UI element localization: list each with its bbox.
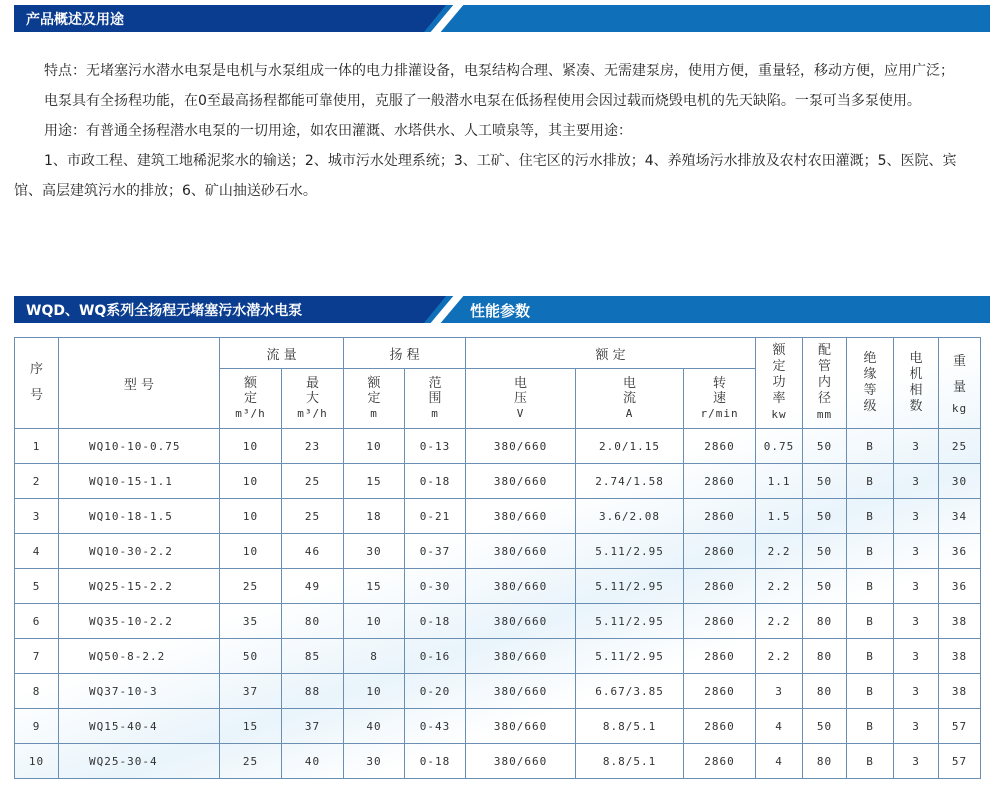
table-row	[15, 464, 981, 499]
cell-model: WQ10-10-0.75	[59, 429, 220, 464]
section-header-overview	[14, 5, 990, 32]
subheader-flow-max-unit: m³/h	[297, 407, 328, 420]
cell-voltage: 380/660	[466, 429, 576, 464]
subheader-head-range	[405, 369, 466, 429]
cell-weight: 25	[939, 429, 981, 464]
cell-speed: 2860	[684, 534, 756, 569]
cell-insulation: B	[847, 534, 894, 569]
cell-pipe: 50	[803, 534, 847, 569]
header-phase	[894, 338, 939, 429]
cell-seq: 5	[15, 569, 59, 604]
cell-flow-rated: 50	[220, 639, 282, 674]
cell-voltage: 380/660	[466, 464, 576, 499]
cell-head-rated: 15	[344, 569, 405, 604]
cell-head-rated: 30	[344, 744, 405, 779]
cell-flow-rated: 25	[220, 744, 282, 779]
subheader-speed	[684, 369, 756, 429]
cell-speed: 2860	[684, 499, 756, 534]
header-weight-unit: kg	[951, 402, 968, 415]
cell-speed: 2860	[684, 639, 756, 674]
table-header-row	[15, 338, 981, 369]
cell-phase: 3	[894, 674, 939, 709]
cell-power: 2.2	[756, 604, 803, 639]
cell-phase: 3	[894, 464, 939, 499]
cell-insulation: B	[847, 744, 894, 779]
cell-flow-max: 37	[282, 709, 344, 744]
subheader-speed-unit: r/min	[700, 407, 739, 420]
table-row	[15, 499, 981, 534]
cell-weight: 30	[939, 464, 981, 499]
cell-power: 0.75	[756, 429, 803, 464]
table-row	[15, 534, 981, 569]
subheader-flow-max	[282, 369, 344, 429]
cell-model: WQ25-30-4	[59, 744, 220, 779]
subheader-speed-label: 转速	[713, 376, 727, 406]
cell-power: 1.1	[756, 464, 803, 499]
cell-speed: 2860	[684, 674, 756, 709]
cell-model: WQ35-10-2.2	[59, 604, 220, 639]
cell-pipe: 80	[803, 639, 847, 674]
cell-seq: 3	[15, 499, 59, 534]
table-row	[15, 429, 981, 464]
cell-flow-rated: 10	[220, 429, 282, 464]
cell-current: 2.0/1.15	[576, 429, 684, 464]
cell-head-range: 0-21	[405, 499, 466, 534]
header-phase-label: 电机相数	[909, 351, 923, 414]
product-description	[14, 56, 982, 206]
cell-flow-rated: 37	[220, 674, 282, 709]
cell-phase: 3	[894, 534, 939, 569]
subheader-current-label: 电流	[623, 376, 637, 406]
cell-model: WQ10-18-1.5	[59, 499, 220, 534]
cell-insulation: B	[847, 569, 894, 604]
cell-weight: 57	[939, 744, 981, 779]
subheader-head-range-unit: m	[431, 407, 439, 420]
cell-model: WQ10-30-2.2	[59, 534, 220, 569]
cell-head-range: 0-16	[405, 639, 466, 674]
header-head: 扬 程	[344, 338, 466, 369]
cell-voltage: 380/660	[466, 534, 576, 569]
cell-flow-max: 85	[282, 639, 344, 674]
cell-head-rated: 18	[344, 499, 405, 534]
cell-head-range: 0-18	[405, 604, 466, 639]
cell-speed: 2860	[684, 464, 756, 499]
cell-seq: 9	[15, 709, 59, 744]
section-subtitle-performance: 性能参数	[470, 302, 531, 320]
cell-power: 4	[756, 709, 803, 744]
cell-current: 5.11/2.95	[576, 569, 684, 604]
table-body	[15, 429, 981, 779]
cell-power: 3	[756, 674, 803, 709]
cell-pipe: 50	[803, 464, 847, 499]
cell-voltage: 380/660	[466, 639, 576, 674]
cell-head-rated: 30	[344, 534, 405, 569]
header-seq	[15, 338, 59, 429]
cell-insulation: B	[847, 674, 894, 709]
subheader-head-rated-label: 额定	[367, 376, 381, 406]
subheader-head-rated	[344, 369, 405, 429]
description-features: 特点：无堵塞污水潜水电泵是电机与水泵组成一体的电力排灌设备，电泵结构合理、紧凑、无需建泵房，使用方便，重量轻，移动方便，应用广泛；	[44, 63, 954, 79]
header-power	[756, 338, 803, 429]
table-row	[15, 639, 981, 674]
cell-weight: 38	[939, 604, 981, 639]
cell-voltage: 380/660	[466, 604, 576, 639]
cell-weight: 36	[939, 534, 981, 569]
cell-power: 4	[756, 744, 803, 779]
cell-head-rated: 10	[344, 604, 405, 639]
cell-current: 3.6/2.08	[576, 499, 684, 534]
subheader-flow-rated	[220, 369, 282, 429]
cell-head-range: 0-13	[405, 429, 466, 464]
cell-insulation: B	[847, 429, 894, 464]
header-insulation	[847, 338, 894, 429]
cell-insulation: B	[847, 604, 894, 639]
subheader-flow-rated-label: 额定	[243, 376, 257, 406]
description-usage-list: 1、市政工程、建筑工地稀泥浆水的输送；2、城市污水处理系统；3、工矿、住宅区的污水排放；4、养殖场污水排放及农村农田灌溉；5、医院、宾馆、高层建筑污水的排放；6、矿山抽送砂石水。	[14, 153, 957, 199]
cell-model: WQ10-15-1.1	[59, 464, 220, 499]
cell-speed: 2860	[684, 744, 756, 779]
header-pipe	[803, 338, 847, 429]
cell-pipe: 50	[803, 709, 847, 744]
cell-seq: 10	[15, 744, 59, 779]
cell-pipe: 50	[803, 429, 847, 464]
cell-phase: 3	[894, 639, 939, 674]
cell-power: 2.2	[756, 534, 803, 569]
cell-flow-max: 88	[282, 674, 344, 709]
cell-phase: 3	[894, 744, 939, 779]
cell-seq: 8	[15, 674, 59, 709]
cell-head-rated: 40	[344, 709, 405, 744]
cell-flow-rated: 35	[220, 604, 282, 639]
cell-flow-rated: 10	[220, 499, 282, 534]
cell-current: 6.67/3.85	[576, 674, 684, 709]
cell-current: 5.11/2.95	[576, 604, 684, 639]
cell-head-range: 0-18	[405, 744, 466, 779]
header-rated: 额 定	[466, 338, 756, 369]
header-insulation-label: 绝缘等级	[863, 351, 877, 414]
cell-head-range: 0-20	[405, 674, 466, 709]
cell-current: 5.11/2.95	[576, 534, 684, 569]
cell-model: WQ25-15-2.2	[59, 569, 220, 604]
cell-speed: 2860	[684, 604, 756, 639]
cell-pipe: 50	[803, 499, 847, 534]
cell-pipe: 80	[803, 674, 847, 709]
cell-pipe: 80	[803, 744, 847, 779]
subheader-voltage-unit: V	[516, 407, 525, 420]
cell-insulation: B	[847, 499, 894, 534]
cell-power: 2.2	[756, 639, 803, 674]
table-row	[15, 674, 981, 709]
cell-seq: 4	[15, 534, 59, 569]
cell-model: WQ50-8-2.2	[59, 639, 220, 674]
cell-head-rated: 10	[344, 429, 405, 464]
cell-seq: 2	[15, 464, 59, 499]
table-row	[15, 604, 981, 639]
header-flow: 流 量	[220, 338, 344, 369]
header-weight-label: 重量	[953, 354, 967, 395]
cell-head-range: 0-18	[405, 464, 466, 499]
cell-weight: 57	[939, 709, 981, 744]
cell-head-range: 0-37	[405, 534, 466, 569]
cell-pipe: 80	[803, 604, 847, 639]
cell-flow-rated: 10	[220, 534, 282, 569]
cell-current: 8.8/5.1	[576, 709, 684, 744]
cell-voltage: 380/660	[466, 744, 576, 779]
cell-model: WQ15-40-4	[59, 709, 220, 744]
subheader-head-range-label: 范围	[428, 376, 442, 406]
description-usage: 用途：有普通全扬程潜水电泵的一切用途，如农田灌溉、水塔供水、人工喷泉等，其主要用途：	[44, 123, 632, 139]
subheader-voltage	[466, 369, 576, 429]
cell-pipe: 50	[803, 569, 847, 604]
cell-speed: 2860	[684, 709, 756, 744]
subheader-voltage-label: 电压	[514, 376, 528, 406]
header-power-label: 额定功率	[772, 343, 786, 406]
cell-phase: 3	[894, 709, 939, 744]
cell-flow-max: 80	[282, 604, 344, 639]
cell-phase: 3	[894, 569, 939, 604]
cell-weight: 38	[939, 674, 981, 709]
cell-flow-max: 40	[282, 744, 344, 779]
cell-voltage: 380/660	[466, 569, 576, 604]
cell-flow-rated: 15	[220, 709, 282, 744]
cell-flow-max: 25	[282, 499, 344, 534]
cell-voltage: 380/660	[466, 709, 576, 744]
cell-flow-rated: 10	[220, 464, 282, 499]
cell-power: 2.2	[756, 569, 803, 604]
header-seq-label: 序号	[29, 362, 43, 403]
subheader-flow-rated-unit: m³/h	[235, 407, 266, 420]
cell-flow-max: 46	[282, 534, 344, 569]
cell-seq: 1	[15, 429, 59, 464]
cell-insulation: B	[847, 464, 894, 499]
cell-model: WQ37-10-3	[59, 674, 220, 709]
cell-flow-rated: 25	[220, 569, 282, 604]
section-title-overview: 产品概述及用途	[26, 12, 124, 28]
cell-seq: 7	[15, 639, 59, 674]
cell-speed: 2860	[684, 429, 756, 464]
cell-insulation: B	[847, 639, 894, 674]
header-weight	[939, 338, 981, 429]
cell-head-rated: 10	[344, 674, 405, 709]
cell-head-range: 0-43	[405, 709, 466, 744]
subheader-head-rated-unit: m	[370, 407, 378, 420]
cell-flow-max: 49	[282, 569, 344, 604]
cell-weight: 38	[939, 639, 981, 674]
header-power-unit: kw	[771, 408, 787, 421]
cell-weight: 36	[939, 569, 981, 604]
subheader-current	[576, 369, 684, 429]
cell-speed: 2860	[684, 569, 756, 604]
cell-voltage: 380/660	[466, 499, 576, 534]
subheader-current-unit: A	[625, 407, 634, 420]
table-row	[15, 569, 981, 604]
cell-phase: 3	[894, 499, 939, 534]
section-header-performance	[14, 296, 990, 323]
cell-phase: 3	[894, 429, 939, 464]
header-pipe-label: 配管内径	[818, 343, 832, 406]
cell-seq: 6	[15, 604, 59, 639]
cell-current: 2.74/1.58	[576, 464, 684, 499]
cell-phase: 3	[894, 604, 939, 639]
table-row	[15, 744, 981, 779]
description-full-head: 电泵具有全扬程功能，在0至最高扬程都能可靠使用，克服了一般潜水电泵在低扬程使用会因过载而烧毁电机的先天缺陷。一泵可当多泵使用。	[44, 93, 921, 109]
cell-insulation: B	[847, 709, 894, 744]
header-model: 型 号	[59, 338, 220, 429]
cell-flow-max: 23	[282, 429, 344, 464]
section-title-series: WQD、WQ系列全扬程无堵塞污水潜水电泵	[26, 303, 303, 319]
header-pipe-unit: mm	[816, 408, 833, 421]
cell-power: 1.5	[756, 499, 803, 534]
subheader-flow-max-label: 最大	[305, 376, 319, 406]
cell-current: 8.8/5.1	[576, 744, 684, 779]
cell-head-rated: 15	[344, 464, 405, 499]
cell-head-rated: 8	[344, 639, 405, 674]
cell-weight: 34	[939, 499, 981, 534]
cell-voltage: 380/660	[466, 674, 576, 709]
cell-head-range: 0-30	[405, 569, 466, 604]
cell-flow-max: 25	[282, 464, 344, 499]
performance-table	[14, 337, 981, 779]
cell-current: 5.11/2.95	[576, 639, 684, 674]
table-row	[15, 709, 981, 744]
